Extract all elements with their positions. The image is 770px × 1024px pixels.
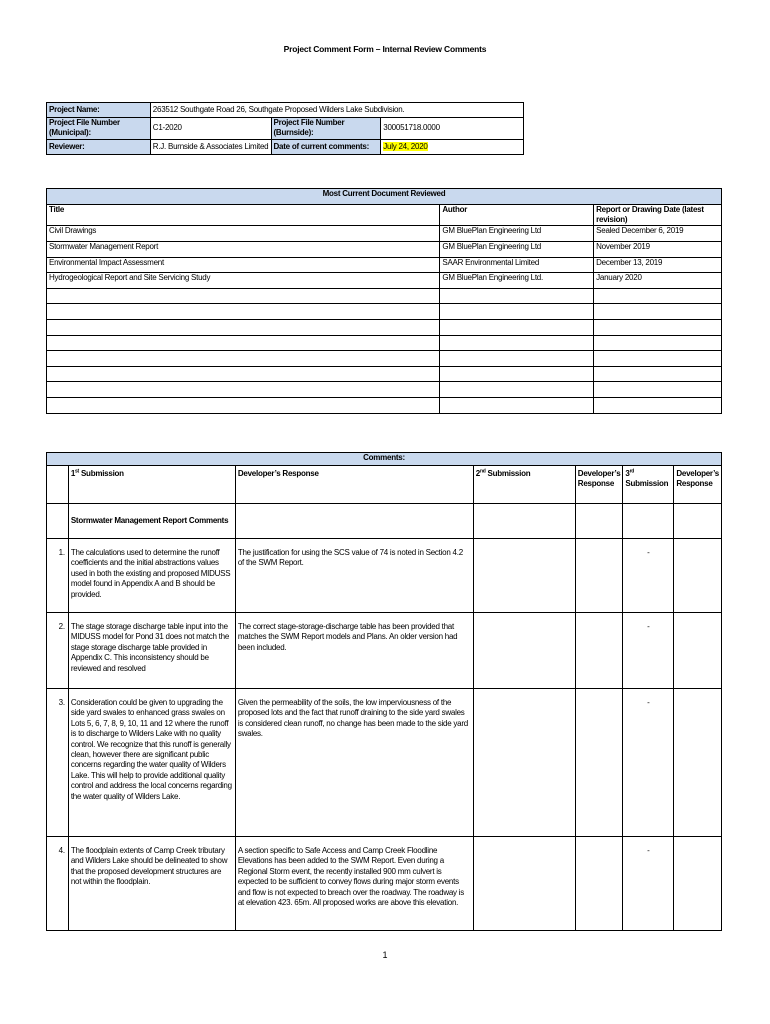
table-row [47, 257, 722, 273]
file-municipal-value: C1-2020 [150, 118, 271, 140]
table-row [47, 319, 722, 335]
file-burnside-value: 300051718.0000 [381, 118, 524, 140]
doc-date [594, 319, 722, 335]
doc-date: January 2020 [594, 273, 722, 289]
project-name-label: Project Name: [47, 103, 151, 118]
doc-author [440, 351, 594, 367]
col-developer-response-3: Developer’s Response [674, 466, 722, 504]
project-info-table [46, 102, 524, 155]
info-row-reviewer [47, 139, 524, 154]
page-number: 1 [382, 950, 388, 960]
third-submission-value: - [623, 689, 674, 837]
doc-author [440, 335, 594, 351]
doc-title [47, 288, 440, 304]
page-title: Project Comment Form – Internal Review Comments [283, 44, 487, 54]
table-row [47, 242, 722, 258]
section-row [47, 504, 722, 539]
comments-column-headers [47, 466, 722, 504]
col-first-submission: 1st Submission [68, 466, 235, 504]
doc-title: Civil Drawings [47, 226, 440, 242]
project-name-value: 263512 Southgate Road 26, Southgate Proposed Wilders Lake Subdivision. [150, 103, 523, 118]
table-row [47, 539, 722, 613]
comments-table [46, 452, 722, 931]
comment-number: 3. [47, 689, 69, 837]
doc-author: GM BluePlan Engineering Ltd [440, 226, 594, 242]
doc-author: GM BluePlan Engineering Ltd. [440, 273, 594, 289]
col-third-submission: 3rd Submission [623, 466, 674, 504]
comment-number: 4. [47, 837, 69, 931]
doc-author: SAAR Environmental Limited [440, 257, 594, 273]
comment-text: The stage storage discharge table input into the MIDUSS model for Pond 31 does not match the stage storage discharge table provided in Appendix C. This inconsistency should be reviewed and resolved [68, 613, 235, 689]
doc-title [47, 397, 440, 413]
doc-date: November 2019 [594, 242, 722, 258]
col-developer-response: Developer’s Response [235, 466, 473, 504]
doc-date [594, 288, 722, 304]
doc-date [594, 304, 722, 320]
doc-title [47, 319, 440, 335]
reviewer-value: R.J. Burnside & Associates Limited [150, 139, 271, 154]
doc-author [440, 366, 594, 382]
date-value: July 24, 2020 [383, 141, 428, 151]
doc-date: December 13, 2019 [594, 257, 722, 273]
doc-author [440, 382, 594, 398]
documents-heading: Most Current Document Reviewed [47, 189, 722, 205]
developer-response: Given the permeability of the soils, the low imperviousness of the proposed lots and the fact that runoff draining to the side yard swales is considered clean runoff, no change has been made to the side yard swales. [235, 689, 473, 837]
third-submission-value: - [623, 837, 674, 931]
doc-date [594, 366, 722, 382]
doc-title: Environmental Impact Assessment [47, 257, 440, 273]
doc-author: GM BluePlan Engineering Ltd [440, 242, 594, 258]
doc-author [440, 304, 594, 320]
doc-title [47, 304, 440, 320]
documents-table [46, 188, 722, 414]
file-municipal-label: Project File Number (Municipal): [47, 118, 151, 140]
comment-number: 2. [47, 613, 69, 689]
developer-response: A section specific to Safe Access and Camp Creek Floodline Elevations has been added to the SWM Report. Even during a Regional Storm event, the recently installed 900 mm culvert is expected to be sufficient to convey flows during major storm events and flow is not expected to breach over the roadway. The roadway is at elevation 423. 65m. All proposed works are above this elevation. [235, 837, 473, 931]
doc-author [440, 319, 594, 335]
section-title: Stormwater Management Report Comments [68, 504, 235, 539]
col-second-submission: 2nd Submission [473, 466, 575, 504]
doc-title [47, 382, 440, 398]
table-row [47, 366, 722, 382]
table-row [47, 288, 722, 304]
col-author: Author [440, 204, 594, 226]
table-row [47, 613, 722, 689]
col-developer-response-2: Developer’s Response [575, 466, 623, 504]
doc-title: Hydrogeological Report and Site Servicing Study [47, 273, 440, 289]
reviewer-label: Reviewer: [47, 139, 151, 154]
comment-number: 1. [47, 539, 69, 613]
date-cell [381, 139, 524, 154]
date-label: Date of current comments: [271, 139, 381, 154]
doc-date: Sealed December 6, 2019 [594, 226, 722, 242]
info-row-project-name [47, 103, 524, 118]
doc-title [47, 335, 440, 351]
table-row [47, 304, 722, 320]
table-row [47, 689, 722, 837]
doc-date [594, 397, 722, 413]
comment-text: The floodplain extents of Camp Creek tributary and Wilders Lake should be delineated to show that the proposed development structures are not within the floodplain. [68, 837, 235, 931]
table-row [47, 273, 722, 289]
third-submission-value: - [623, 539, 674, 613]
comment-text: The calculations used to determine the runoff coefficients and the initial abstractions values used in both the existing and proposed MIDUSS model found in Appendix A and B should be provided. [68, 539, 235, 613]
file-burnside-label: Project File Number (Burnside): [271, 118, 381, 140]
doc-title [47, 366, 440, 382]
table-row [47, 382, 722, 398]
comments-heading: Comments: [47, 453, 722, 466]
col-date: Report or Drawing Date (latest revision) [594, 204, 722, 226]
table-row [47, 335, 722, 351]
info-row-file-numbers [47, 118, 524, 140]
table-row [47, 226, 722, 242]
doc-date [594, 351, 722, 367]
table-row [47, 837, 722, 931]
doc-author [440, 288, 594, 304]
doc-date [594, 382, 722, 398]
doc-date [594, 335, 722, 351]
developer-response: The justification for using the SCS value of 74 is noted in Section 4.2 of the SWM Report. [235, 539, 473, 613]
documents-column-headers [47, 204, 722, 226]
col-title: Title [47, 204, 440, 226]
doc-author [440, 397, 594, 413]
third-submission-value: - [623, 613, 674, 689]
comment-text: Consideration could be given to upgrading the side yard swales to enhanced grass swales on Lots 5, 6, 7, 8, 9, 10, 11 and 12 where the runoff is to discharge to Wilders Lake with no quality control. We recognize that this runoff is generally clean, however there are significant public concerns regarding the water quality of Wilders Lake. This will help to provide additional quality control and address the local concerns regarding the water quality of Wilders Lake. [68, 689, 235, 837]
table-row [47, 397, 722, 413]
doc-title: Stormwater Management Report [47, 242, 440, 258]
developer-response: The correct stage-storage-discharge table has been provided that matches the SWM Report models and Plans. An older version had been included. [235, 613, 473, 689]
doc-title [47, 351, 440, 367]
table-row [47, 351, 722, 367]
